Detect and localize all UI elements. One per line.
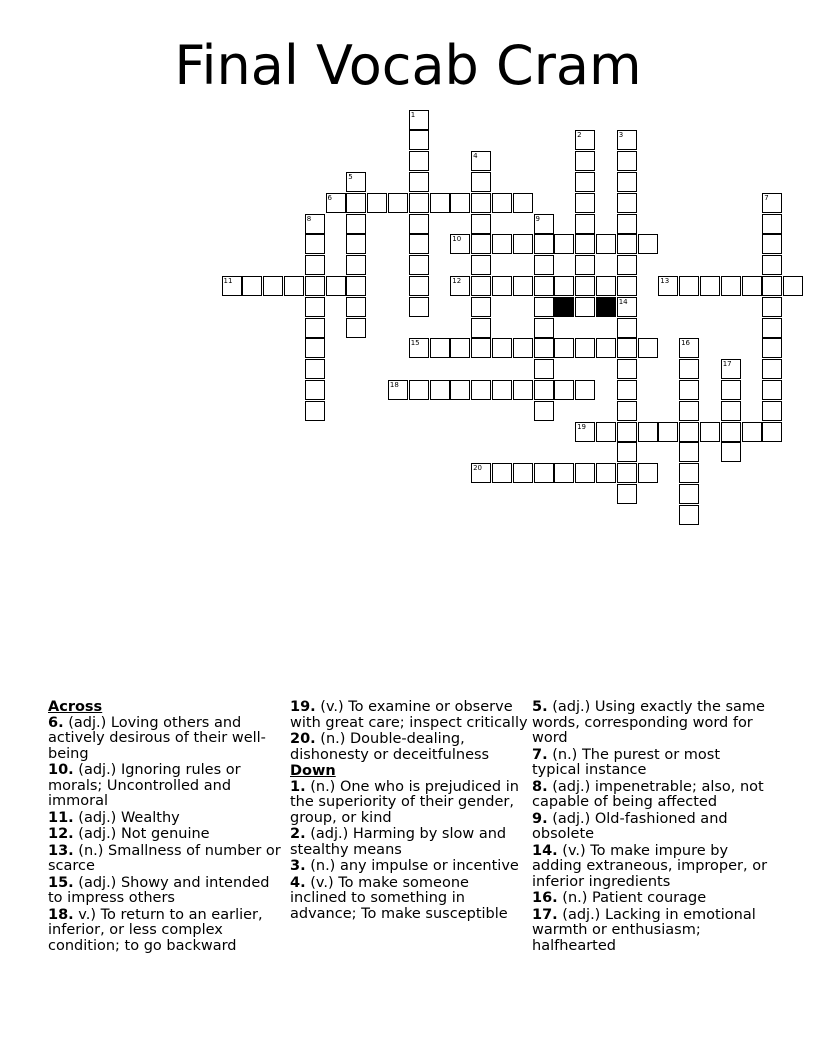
- grid-cell[interactable]: [679, 505, 699, 525]
- clue: [532, 812, 772, 843]
- clue: [290, 780, 528, 827]
- grid-cell[interactable]: [679, 442, 699, 462]
- grid-cell[interactable]: [617, 151, 637, 171]
- clue-number: 2.: [290, 826, 306, 842]
- clue: [48, 716, 284, 763]
- clue-number: 17.: [532, 906, 558, 923]
- grid-cell[interactable]: [721, 276, 741, 296]
- grid-cell[interactable]: [346, 214, 366, 234]
- clue-text: (adj.) Loving others and actively desirous of their well-being: [48, 714, 266, 762]
- clue-text: (n.) Double-dealing, dishonesty or deceitfulness: [290, 731, 490, 763]
- grid-cell[interactable]: [679, 338, 699, 358]
- grid-cell[interactable]: [430, 338, 450, 358]
- grid-cell[interactable]: [679, 276, 699, 296]
- grid-cell[interactable]: [617, 318, 637, 338]
- grid-cell[interactable]: [658, 422, 678, 442]
- grid-cell[interactable]: [575, 255, 595, 275]
- clue: [290, 732, 528, 763]
- down-header: Down: [290, 763, 336, 779]
- clue-column-1: [48, 700, 284, 955]
- grid-cell[interactable]: [534, 463, 554, 483]
- grid-cell[interactable]: [471, 255, 491, 275]
- grid-cell[interactable]: [617, 234, 637, 254]
- grid-cell[interactable]: [471, 380, 491, 400]
- grid-cell[interactable]: [409, 297, 429, 317]
- grid-cell[interactable]: [346, 318, 366, 338]
- grid-cell[interactable]: [617, 193, 637, 213]
- grid-cell[interactable]: [575, 193, 595, 213]
- grid-cell[interactable]: [617, 422, 637, 442]
- clue-text: (adj.) Showy and intended to impress others: [48, 874, 270, 906]
- grid-cell[interactable]: [534, 297, 554, 317]
- grid-cell[interactable]: [596, 276, 616, 296]
- clue: [290, 876, 528, 923]
- grid-cell[interactable]: [762, 214, 782, 234]
- clue-text: (adj.) Wealthy: [73, 809, 180, 826]
- grid-cell[interactable]: [409, 193, 429, 213]
- grid-cell[interactable]: [575, 380, 595, 400]
- clue-number: 18.: [48, 906, 74, 923]
- clue-number: 1: [410, 110, 416, 119]
- grid-cell[interactable]: [471, 151, 491, 171]
- grid-cell[interactable]: [409, 234, 429, 254]
- grid-cell[interactable]: [534, 401, 554, 421]
- grid-cell[interactable]: [513, 338, 533, 358]
- grid-cell[interactable]: [534, 359, 554, 379]
- grid-cell[interactable]: [762, 359, 782, 379]
- grid-cell[interactable]: [638, 234, 658, 254]
- grid-cell[interactable]: [679, 422, 699, 442]
- clue-number: 20: [473, 464, 483, 473]
- grid-cell[interactable]: [721, 422, 741, 442]
- clue-text: (adj.) Using exactly the same words, corresponding word for word: [532, 699, 765, 746]
- grid-cell[interactable]: [575, 151, 595, 171]
- grid-cell[interactable]: [617, 276, 637, 296]
- grid-cell[interactable]: [762, 422, 782, 442]
- grid-cell[interactable]: [471, 172, 491, 192]
- grid-cell[interactable]: [388, 380, 408, 400]
- grid-cell[interactable]: [305, 255, 325, 275]
- grid-cell[interactable]: [471, 234, 491, 254]
- clue-number: 17: [722, 360, 732, 369]
- grid-cell[interactable]: [534, 234, 554, 254]
- clue: [48, 876, 284, 907]
- grid-cell[interactable]: [409, 130, 429, 150]
- grid-cell[interactable]: [534, 255, 554, 275]
- clue-text: (adj.) Lacking in emotional warmth or enthusiasm; halfhearted: [532, 906, 756, 954]
- grid-cell[interactable]: [471, 297, 491, 317]
- grid-cell[interactable]: [617, 130, 637, 150]
- grid-cell[interactable]: [658, 276, 678, 296]
- grid-cell[interactable]: [617, 338, 637, 358]
- grid-cell[interactable]: [409, 110, 429, 130]
- clue-number: 9: [535, 214, 540, 223]
- clue-number: 12.: [48, 826, 74, 842]
- grid-cell[interactable]: [783, 276, 803, 296]
- clue-number: 10.: [48, 762, 74, 778]
- grid-cell[interactable]: [492, 276, 512, 296]
- grid-cell[interactable]: [617, 172, 637, 192]
- grid-cell[interactable]: [471, 276, 491, 296]
- grid-cell[interactable]: [513, 380, 533, 400]
- clue: [48, 827, 284, 843]
- clue-number: 7.: [532, 746, 548, 763]
- grid-cell[interactable]: [617, 214, 637, 234]
- clue-number: 16: [681, 339, 691, 348]
- clue-text: v.) To return to an earlier, inferior, or less complex condition; to go backward: [48, 906, 263, 954]
- clue-number: 1.: [290, 778, 306, 795]
- grid-cell[interactable]: [679, 380, 699, 400]
- grid-cell[interactable]: [450, 276, 470, 296]
- grid-cell[interactable]: [700, 422, 720, 442]
- grid-cell[interactable]: [554, 380, 574, 400]
- grid-cell[interactable]: [638, 463, 658, 483]
- grid-cell[interactable]: [346, 234, 366, 254]
- clue-text: (adj.) Not genuine: [73, 826, 210, 842]
- clue-number: 12: [452, 276, 462, 285]
- grid-cell[interactable]: [305, 318, 325, 338]
- grid-cell[interactable]: [617, 463, 637, 483]
- grid-cell[interactable]: [263, 276, 283, 296]
- grid-cell[interactable]: [575, 463, 595, 483]
- clue-number: 15: [410, 339, 420, 348]
- grid-cell[interactable]: [534, 380, 554, 400]
- grid-cell[interactable]: [346, 297, 366, 317]
- clue-number: 3: [618, 131, 624, 140]
- grid-cell[interactable]: [430, 193, 450, 213]
- clue: [290, 700, 528, 731]
- grid-cell[interactable]: [513, 234, 533, 254]
- grid-cell[interactable]: [513, 463, 533, 483]
- grid-cell[interactable]: [721, 401, 741, 421]
- clue-number: 18: [389, 380, 399, 389]
- clue: [48, 844, 284, 875]
- grid-cell[interactable]: [596, 338, 616, 358]
- grid-cell[interactable]: [513, 193, 533, 213]
- grid-cell[interactable]: [409, 338, 429, 358]
- grid-cell[interactable]: [762, 401, 782, 421]
- clue-text: (n.) The purest or most typical instance: [532, 746, 721, 778]
- grid-cell[interactable]: [575, 172, 595, 192]
- grid-cell[interactable]: [471, 214, 491, 234]
- grid-cell[interactable]: [575, 297, 595, 317]
- clue-number: 20.: [290, 731, 316, 747]
- grid-cell[interactable]: [409, 380, 429, 400]
- grid-cell[interactable]: [575, 130, 595, 150]
- clue: [290, 827, 528, 858]
- grid-cell[interactable]: [742, 276, 762, 296]
- clue-number: 2: [577, 131, 582, 140]
- clue-number: 11: [223, 276, 233, 285]
- grid-cell[interactable]: [762, 318, 782, 338]
- grid-cell[interactable]: [305, 359, 325, 379]
- clue-number: 13.: [48, 842, 74, 859]
- grid-cell[interactable]: [305, 214, 325, 234]
- grid-cell[interactable]: [242, 276, 262, 296]
- grid-cell[interactable]: [762, 297, 782, 317]
- grid-cell[interactable]: [596, 234, 616, 254]
- clue-text: (n.) Patient courage: [557, 890, 707, 906]
- grid-cell[interactable]: [305, 338, 325, 358]
- grid-cell[interactable]: [554, 234, 574, 254]
- grid-cell[interactable]: [575, 422, 595, 442]
- grid-cell[interactable]: [471, 318, 491, 338]
- grid-cell[interactable]: [305, 380, 325, 400]
- grid-cell[interactable]: [762, 255, 782, 275]
- clue-number: 5: [348, 172, 353, 181]
- clue-number: 4.: [290, 874, 306, 891]
- clue: [532, 891, 772, 907]
- grid-cell[interactable]: [492, 380, 512, 400]
- grid-cell[interactable]: [409, 151, 429, 171]
- grid-cell[interactable]: [617, 359, 637, 379]
- grid-cell[interactable]: [409, 214, 429, 234]
- grid-cell[interactable]: [305, 276, 325, 296]
- clue-text: (v.) To make someone inclined to something in advance; To make susceptible: [290, 874, 508, 922]
- grid-cell[interactable]: [617, 380, 637, 400]
- grid-cell[interactable]: [721, 380, 741, 400]
- grid-cell[interactable]: [762, 380, 782, 400]
- page-title: Final Vocab Cram: [174, 34, 642, 97]
- grid-cell[interactable]: [346, 193, 366, 213]
- clue-column-3: [532, 700, 772, 955]
- clue-text: (adj.) Old-fashioned and obsolete: [532, 810, 728, 842]
- grid-cell[interactable]: [617, 401, 637, 421]
- grid-cell[interactable]: [326, 193, 346, 213]
- grid-cell[interactable]: [450, 234, 470, 254]
- grid-cell[interactable]: [596, 422, 616, 442]
- clue: [532, 700, 772, 747]
- grid-cell[interactable]: [534, 276, 554, 296]
- grid-cell[interactable]: [450, 380, 470, 400]
- grid-cell[interactable]: [346, 172, 366, 192]
- grid-cell[interactable]: [721, 359, 741, 379]
- grid-cell[interactable]: [575, 214, 595, 234]
- grid-cell[interactable]: [575, 338, 595, 358]
- clue-text: (adj.) Harming by slow and stealthy means: [290, 826, 507, 858]
- grid-cell[interactable]: [762, 276, 782, 296]
- grid-cell[interactable]: [450, 338, 470, 358]
- grid-cell[interactable]: [575, 276, 595, 296]
- clue: [532, 748, 772, 779]
- grid-cell[interactable]: [305, 234, 325, 254]
- clue-number: 14: [618, 297, 628, 306]
- clue-number: 13: [660, 276, 670, 285]
- grid-cell[interactable]: [471, 463, 491, 483]
- grid-cell[interactable]: [471, 338, 491, 358]
- grid-cell[interactable]: [222, 276, 242, 296]
- grid-cell[interactable]: [554, 338, 574, 358]
- grid-cell[interactable]: [700, 276, 720, 296]
- grid-cell[interactable]: [492, 193, 512, 213]
- grid-cell[interactable]: [492, 463, 512, 483]
- grid-cell[interactable]: [513, 276, 533, 296]
- clue: [532, 908, 772, 955]
- grid-cell[interactable]: [638, 338, 658, 358]
- clue-number: 9.: [532, 810, 548, 827]
- grid-cell[interactable]: [534, 338, 554, 358]
- clue-text: (v.) To examine or observe with great care; inspect critically: [290, 699, 528, 731]
- clue-number: 7: [764, 193, 769, 202]
- grid-cell[interactable]: [305, 297, 325, 317]
- clue-number: 8: [306, 214, 312, 223]
- grid-cell[interactable]: [679, 401, 699, 421]
- grid-cell[interactable]: [762, 193, 782, 213]
- clue-text: (v.) To make impure by adding extraneous, improper, or inferior ingredients: [532, 842, 768, 890]
- grid-cell[interactable]: [617, 442, 637, 462]
- grid-cell[interactable]: [575, 234, 595, 254]
- grid-cell[interactable]: [409, 172, 429, 192]
- clue: [48, 763, 284, 810]
- grid-cell[interactable]: [679, 463, 699, 483]
- grid-cell[interactable]: [367, 193, 387, 213]
- clue-number: 6.: [48, 714, 64, 731]
- grid-cell[interactable]: [284, 276, 304, 296]
- grid-cell[interactable]: [554, 276, 574, 296]
- clue-number: 4: [473, 152, 478, 161]
- grid-cell[interactable]: [617, 297, 637, 317]
- grid-cell[interactable]: [346, 276, 366, 296]
- clue-number: 10: [452, 235, 462, 244]
- clue: [290, 859, 528, 875]
- clue: [532, 844, 772, 891]
- clue: [48, 908, 284, 955]
- grid-cell[interactable]: [492, 338, 512, 358]
- grid-cell[interactable]: [492, 234, 512, 254]
- clue-number: 14.: [532, 842, 558, 859]
- grid-cell[interactable]: [762, 338, 782, 358]
- grid-cell[interactable]: [409, 255, 429, 275]
- grid-cell[interactable]: [305, 401, 325, 421]
- grid-cell[interactable]: [679, 359, 699, 379]
- clue-text: (adj.) impenetrable; also, not capable of being affected: [532, 778, 764, 810]
- clue-number: 3.: [290, 858, 306, 874]
- grid-cell[interactable]: [430, 380, 450, 400]
- clue-number: 6: [327, 193, 332, 202]
- grid-cell[interactable]: [409, 276, 429, 296]
- grid-block: [554, 297, 574, 317]
- grid-block: [596, 297, 616, 317]
- clue-number: 16.: [532, 890, 558, 906]
- grid-cell[interactable]: [534, 318, 554, 338]
- clue-text: (n.) One who is prejudiced in the superiority of their gender, group, or kind: [290, 778, 519, 826]
- grid-cell[interactable]: [346, 255, 366, 275]
- grid-cell[interactable]: [679, 484, 699, 504]
- clue-column-2: [290, 700, 528, 923]
- grid-cell[interactable]: [596, 463, 616, 483]
- clue-text: (n.) any impulse or incentive: [305, 858, 519, 874]
- clue: [48, 811, 284, 827]
- grid-cell[interactable]: [721, 442, 741, 462]
- grid-cell[interactable]: [534, 214, 554, 234]
- clue-number: 15.: [48, 874, 74, 891]
- clue-number: 19: [577, 422, 587, 431]
- grid-cell[interactable]: [742, 422, 762, 442]
- clue-number: 11.: [48, 809, 74, 826]
- grid-cell[interactable]: [617, 255, 637, 275]
- across-header: Across: [48, 699, 103, 715]
- clue-number: 5.: [532, 699, 548, 715]
- grid-cell[interactable]: [450, 193, 470, 213]
- clue-text: (n.) Smallness of number or scarce: [48, 842, 281, 874]
- grid-cell[interactable]: [388, 193, 408, 213]
- clue-text: (adj.) Ignoring rules or morals; Uncontrolled and immoral: [48, 762, 241, 809]
- grid-cell[interactable]: [326, 276, 346, 296]
- grid-cell[interactable]: [554, 463, 574, 483]
- grid-cell[interactable]: [762, 234, 782, 254]
- clue-number: 19.: [290, 699, 316, 715]
- clue: [532, 780, 772, 811]
- grid-cell[interactable]: [471, 193, 491, 213]
- grid-cell[interactable]: [617, 484, 637, 504]
- grid-cell[interactable]: [638, 422, 658, 442]
- clue-number: 8.: [532, 778, 548, 795]
